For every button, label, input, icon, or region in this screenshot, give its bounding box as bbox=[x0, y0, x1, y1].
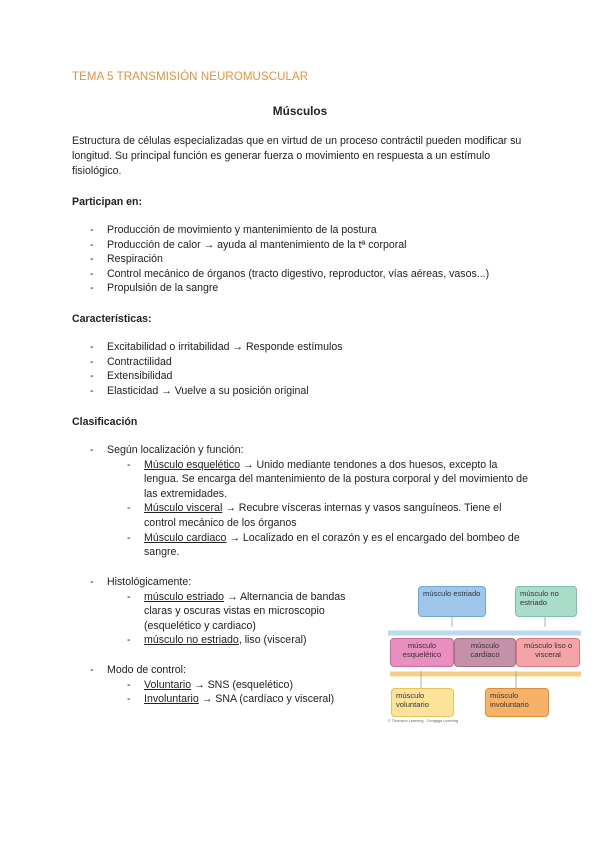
localizacion-label: Según localización y función: bbox=[107, 444, 244, 456]
list-item bbox=[72, 575, 372, 648]
list-item: - Elasticidad → Vuelve a su posición original bbox=[72, 384, 542, 399]
list-item bbox=[72, 633, 372, 648]
description: → Alternancia de bandas claras y oscuras vistas en microscopio (esquelético y cardiaco) bbox=[144, 590, 346, 632]
term: Músculo visceral bbox=[144, 502, 223, 515]
list-item: - Control mecánico de órganos (tracto digestivo, reproductor, vías aéreas, vasos...) bbox=[72, 267, 542, 282]
localizacion-list bbox=[72, 443, 532, 560]
document-title: TEMA 5 TRANSMISIÓN NEUROMUSCULAR bbox=[72, 71, 309, 83]
description: → Localizado en el corazón y es el encargado del bombeo de sangre. bbox=[144, 531, 520, 559]
list-item bbox=[72, 501, 532, 530]
intro-paragraph: Estructura de células especializadas que en virtud de un proceso contráctil pueden modificar su longitud. Su principal función es generar fuerza o movimiento en respuesta a un estímulo fisiológico. bbox=[72, 135, 522, 177]
description: → SNS (esquelético) bbox=[191, 678, 293, 691]
box-musculo-no-estriado: músculo no estriado bbox=[515, 586, 577, 617]
diagram-credit: © Thomson Learning · Cengage Learning bbox=[388, 719, 459, 723]
term: Voluntario bbox=[144, 678, 192, 691]
box-musculo-involuntario: músculo involuntario bbox=[485, 688, 549, 717]
histologico-label: Histológicamente: bbox=[107, 576, 192, 588]
muscle-classification-diagram bbox=[388, 583, 584, 725]
description: → Unido mediante tendones a dos huesos, excepto la lengua. Se encarga del mantenimiento de la postura corporal y del movimiento de las extremidades. bbox=[144, 458, 528, 500]
list-item bbox=[72, 678, 372, 693]
histologico-list bbox=[72, 575, 372, 648]
term: músculo estriado bbox=[144, 590, 225, 603]
description: → SNA (cardíaco y visceral) bbox=[198, 693, 335, 706]
box-musculo-liso: músculo liso o visceral bbox=[516, 638, 580, 667]
term: Músculo esquelético bbox=[144, 458, 240, 471]
list-item: - Propulsión de la sangre bbox=[72, 281, 542, 296]
list-item: - Contractilidad bbox=[72, 355, 542, 370]
term: músculo no estriado bbox=[144, 634, 239, 647]
list-item bbox=[72, 458, 532, 502]
list-item: - Respiración bbox=[72, 252, 542, 267]
term: Involuntario bbox=[144, 693, 199, 706]
histologico-sublist bbox=[72, 590, 372, 648]
control-list bbox=[72, 663, 372, 707]
localizacion-sublist bbox=[72, 458, 532, 560]
description: , liso (visceral) bbox=[238, 634, 307, 647]
box-musculo-estriado: músculo estriado bbox=[418, 586, 486, 617]
term: Músculo cardiaco bbox=[144, 531, 227, 544]
list-item bbox=[72, 590, 372, 634]
list-item: - Producción de movimiento y mantenimiento de la postura bbox=[72, 223, 542, 238]
list-item bbox=[72, 692, 372, 707]
box-musculo-esqueletico: músculo esquelético bbox=[390, 638, 454, 667]
list-item bbox=[72, 663, 372, 707]
list-item bbox=[72, 443, 532, 560]
box-musculo-voluntario: músculo voluntario bbox=[391, 688, 454, 717]
list-item: - Producción de calor → ayuda al mantenimiento de la tª corporal bbox=[72, 238, 542, 253]
caracteristicas-list bbox=[72, 340, 542, 398]
section-heading-musculos: Músculos bbox=[272, 104, 328, 118]
list-item bbox=[72, 531, 532, 560]
description: → Recubre vísceras internas y vasos sanguíneos. Tiene el control mecánico de los órganos bbox=[144, 502, 502, 529]
participan-list bbox=[72, 223, 542, 296]
list-item: - Excitabilidad o irritabilidad → Responde estímulos bbox=[72, 340, 542, 355]
participan-heading: Participan en: bbox=[72, 196, 143, 208]
control-sublist bbox=[72, 678, 372, 707]
list-item: - Extensibilidad bbox=[72, 369, 542, 384]
caracteristicas-heading: Características: bbox=[72, 313, 152, 325]
clasificacion-heading: Clasificación bbox=[72, 416, 138, 428]
control-label: Modo de control: bbox=[107, 664, 186, 676]
box-musculo-cardiaco: músculo cardíaco bbox=[454, 638, 516, 667]
